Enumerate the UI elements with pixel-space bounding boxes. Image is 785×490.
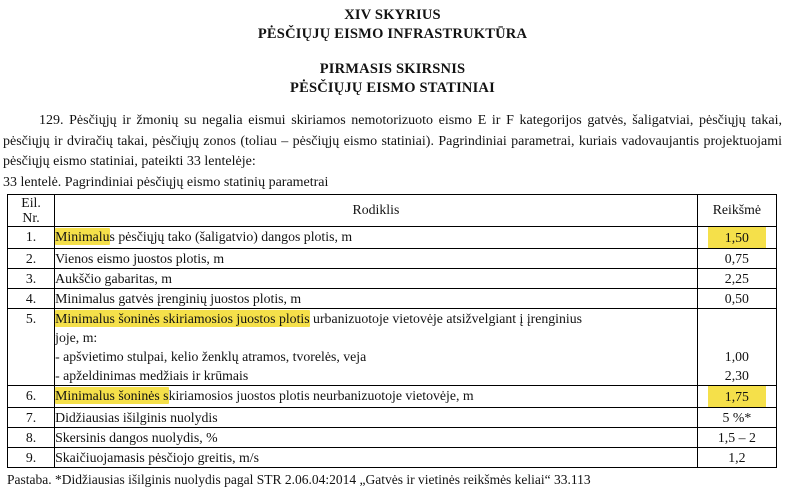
footnote-clipped: Pastaba. *Didžiausias išilginis nuolydis pagal STR 2.06.04:2014 „Gatvės ir vietinės reikšmės keliai“ 33.113 (7, 471, 591, 487)
value-line (698, 269, 776, 288)
indicator-text: Didžiausias išilginis nuolydis (55, 409, 218, 425)
row-indicator-cell (55, 447, 698, 467)
row-value-cell (697, 407, 776, 427)
row-value-cell (697, 385, 776, 407)
parameters-table (7, 194, 777, 468)
highlighted-text: Minimalus šoninės skiriamosios juostos plotis (55, 310, 310, 326)
indicator-text: joje, m: (55, 329, 98, 345)
indicator-text: kiriamosios juostos plotis neurbanizuotoje vietovėje, m (168, 387, 474, 403)
indicator-text: Skersinis dangos nuolydis, % (55, 429, 218, 445)
value-text: 1,5 – 2 (717, 429, 756, 445)
indicator-line (55, 227, 697, 246)
section-number: PIRMASIS SKIRSNIS (319, 61, 466, 77)
indicator-text: - apželdinimas medžiais ir krūmais (55, 367, 249, 383)
row-value-cell (697, 268, 776, 288)
row-number-cell: 9. (8, 447, 55, 467)
paragraph-129: 129. Pėsčiųjų ir žmonių su negalia eismui skiriamos nemotorizuoto eismo E ir F kategorijos gatvės, šaligatviai, pėsčiųjų takai, pėsčiųjų ir dviračių takai, pėsčiųjų zonos (toliau – pėsčiųjų eismo statiniai). Pagrindiniai parametrai, kuriais vadovaujantis projektuojami pėsčiųjų eismo statiniai, pateikti 33 lentelėje: (3, 113, 782, 169)
indicator-line (55, 366, 697, 385)
chapter-title: PĖSČIŲJŲ EISMO INFRASTRUKTŪRA (257, 25, 528, 42)
indicator-text: Vienos eismo juostos plotis, m (55, 250, 225, 266)
row-indicator-cell (55, 407, 698, 427)
row-value-cell (697, 226, 776, 248)
value-text: 0,50 (724, 290, 749, 306)
indicator-text: Skaičiuojamasis pėsčiojo greitis, m/s (55, 449, 259, 465)
header-rodiklis: Rodiklis (55, 194, 698, 226)
value-text: 5 %* (722, 409, 752, 425)
section-title: PĖSČIŲJŲ EISMO STATINIAI (290, 79, 495, 96)
table-row (8, 248, 777, 268)
value-line (698, 227, 776, 248)
row-value-cell (697, 248, 776, 268)
indicator-line (55, 249, 697, 268)
row-number-cell: 8. (8, 427, 55, 447)
row-indicator-cell (55, 268, 698, 288)
row-value-cell (697, 308, 776, 385)
row-indicator-cell (55, 308, 698, 385)
indicator-line (55, 328, 697, 347)
indicator-text: Aukščio gabaritas, m (55, 270, 172, 286)
value-line (698, 249, 776, 268)
row-indicator-cell (55, 427, 698, 447)
table-row (8, 268, 777, 288)
row-number-cell: 1. (8, 226, 55, 248)
value-text: 1,00 (724, 348, 749, 364)
value-text: 2,30 (724, 367, 749, 383)
value-line (698, 347, 776, 366)
chapter-number: XIV SKYRIUS (344, 7, 441, 23)
value-line (698, 448, 776, 467)
highlighted-text: Minimalus šoninės s (55, 387, 169, 403)
row-number-cell: 3. (8, 268, 55, 288)
header-eil-nr (8, 194, 55, 226)
row-value-cell (697, 427, 776, 447)
row-number-cell: 4. (8, 288, 55, 308)
header-eil: Eil. (21, 194, 41, 210)
row-indicator-cell (55, 288, 698, 308)
indicator-line (55, 408, 697, 427)
table-row (8, 427, 777, 447)
table-row (8, 308, 777, 385)
table-caption: 33 lentelė. Pagrindiniai pėsčiųjų eismo statinių parametrai (3, 174, 329, 190)
indicator-text: s pėsčiųjų tako (šaligatvio) dangos plotis, m (109, 228, 353, 244)
spacer (3, 43, 782, 60)
row-number-cell: 5. (8, 308, 55, 385)
table-header-row (8, 194, 777, 226)
table-row (8, 288, 777, 308)
indicator-line (55, 347, 697, 366)
row-value-cell (697, 447, 776, 467)
indicator-line (55, 289, 697, 308)
value-line (698, 408, 776, 427)
value-line (698, 366, 776, 385)
indicator-text: Minimalus gatvės įrenginių juostos plotis, m (55, 290, 302, 306)
row-number-cell: 7. (8, 407, 55, 427)
row-indicator-cell (55, 385, 698, 407)
value-text: 0,75 (724, 250, 749, 266)
chapter-heading (3, 6, 782, 43)
table-row (8, 385, 777, 407)
params-table-body (8, 226, 777, 467)
row-indicator-cell (55, 226, 698, 248)
indicator-line (55, 269, 697, 288)
row-value-cell (697, 288, 776, 308)
indicator-line (55, 386, 697, 405)
value-line (698, 428, 776, 447)
table-header (8, 194, 777, 226)
table-row (8, 226, 777, 248)
value-line (698, 386, 776, 407)
row-indicator-cell (55, 248, 698, 268)
indicator-text: urbanizuotoje vietovėje atsižvelgiant į įrenginius (309, 310, 583, 326)
highlighted-text: Minimalu (55, 228, 110, 244)
header-reiksme: Reikšmė (697, 194, 776, 226)
value-text: 1,2 (728, 449, 746, 465)
indicator-line (55, 448, 697, 467)
header-nr: Nr. (22, 210, 40, 225)
highlighted-value: 1,75 (708, 386, 766, 407)
indicator-text: - apšvietimo stulpai, kelio ženklų atramos, tvorelės, veja (55, 348, 367, 364)
indicator-line (55, 309, 697, 328)
highlighted-value: 1,50 (708, 227, 766, 248)
indicator-line (55, 428, 697, 447)
table-row (8, 447, 777, 467)
row-number-cell: 2. (8, 248, 55, 268)
value-line (698, 289, 776, 308)
section-heading (3, 60, 782, 97)
value-text: 2,25 (724, 270, 749, 286)
row-number-cell: 6. (8, 385, 55, 407)
table-row (8, 407, 777, 427)
